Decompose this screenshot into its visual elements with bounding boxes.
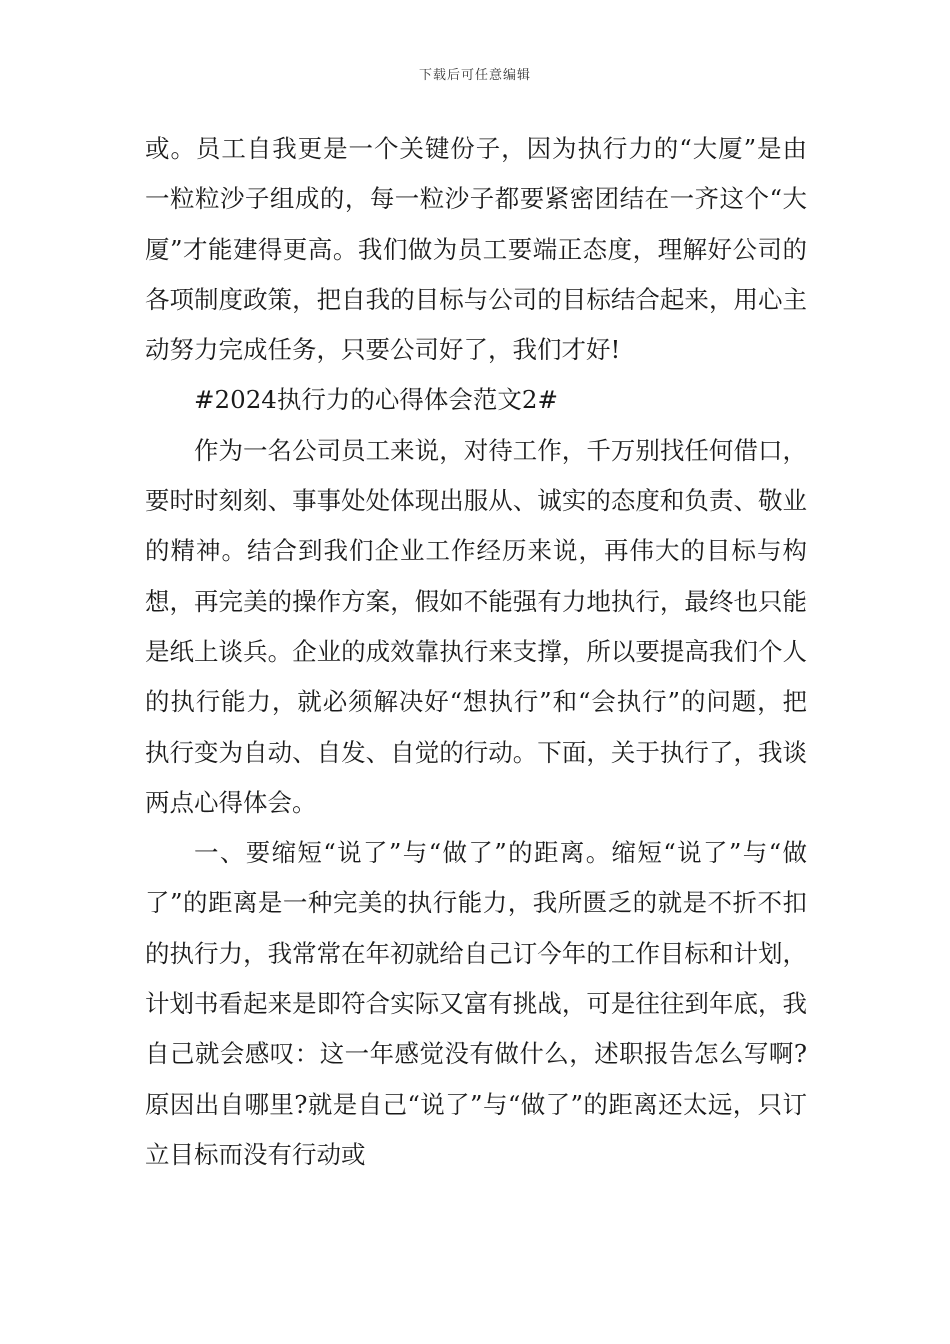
page-header: 下载后可任意编辑: [418, 68, 531, 83]
paragraph-point-one: 一、要缩短“说了”与“做了”的距离。缩短“说了”与“做了”的距离是一种完美的执行能力，我所匮乏的就是不折不扣的执行力，我常常在年初就给自己订今年的工作目标和计划，计划书看起来是即符合实际又富有挑战，可是往往到年底，我自己就会感叹：这一年感觉没有做什么，述职报告怎么写啊?原因出自哪里?就是自己“说了”与“做了”的距离还太远，只订立目标而没有行动或: [145, 838, 807, 1169]
paragraph-intro: 作为一名公司员工来说，对待工作，千万别找任何借口，要时时刻刻、事事处处体现出服从、诚实的态度和负责、敬业的精神。结合到我们企业工作经历来说，再伟大的目标与构想，再完美的操作方案，假如不能强有力地执行，最终也只能是纸上谈兵。企业的成效靠执行来支撑，所以要提高我们个人的执行能力，就必须解决好“想执行”和“会执行”的问题，把执行变为自动、自发、自觉的行动。下面，关于执行了，我谈两点心得体会。: [145, 435, 807, 817]
document-body: [145, 124, 807, 1180]
paragraph-continued: 或。员工自我更是一个关键份子，因为执行力的“大厦”是由一粒粒沙子组成的，每一粒沙子都要紧密团结在一齐这个“大厦”才能建得更高。我们做为员工要端正态度，理解好公司的各项制度政策，把自我的目标与公司的目标结合起来，用心主动努力完成任务，只要公司好了，我们才好!: [145, 134, 807, 365]
section-heading: #2024执行力的心得体会范文2#: [194, 385, 558, 415]
